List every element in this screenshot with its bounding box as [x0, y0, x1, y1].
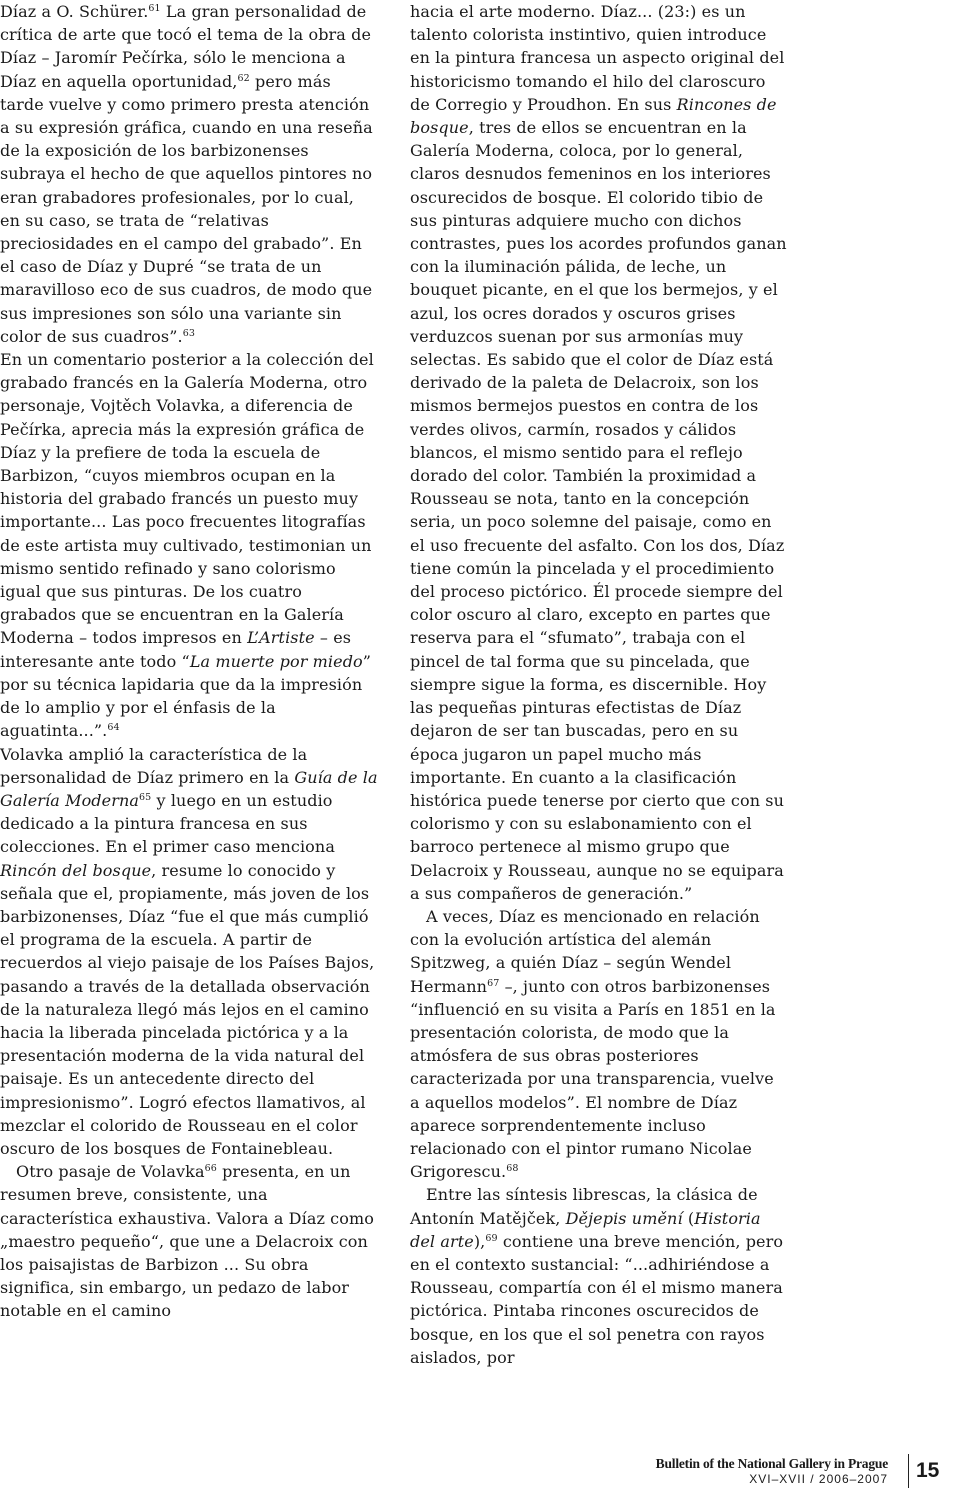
volume-line: XVI–XVII / 2006–2007	[749, 1472, 888, 1486]
italic-title: Dějepis umění	[565, 1208, 683, 1228]
paragraph-left-1	[0, 0, 378, 348]
italic-title: Rincón del bosque	[0, 860, 152, 880]
text-run: , resume lo conocido y señala que el, propiamente, más joven de los barbizonenses, Díaz “fue el que más cumplió el programa de la escuela. A partir de recuerdos al viejo paisaje de los Países Bajos, pasando a través de la detallada observación de la naturaleza llegó más lejos en el camino hacia la liberada pincelada pictórica y a la presentación moderna de la vida natural del paisaje. Es un antecedente directo del impresionismo”. Logró efectos llamativos, al mezclar el colorido de Rousseau en el color oscuro de los bosques de Fontainebleau.	[0, 860, 375, 1158]
text-run: presenta, en un resumen breve, consistente, una característica exhaustiva. Valora a Díaz como „maestro pequeño“, que une a Delacroix con los paisajistas de Barbizon ... Su obra significa, sin embargo, un pedazo de labor notable en el camino	[0, 1162, 374, 1321]
footnote-ref-65[interactable]: 65	[139, 791, 152, 803]
page-footer	[640, 1444, 950, 1490]
page-number: 15	[916, 1459, 940, 1482]
paragraph-right-3	[410, 1183, 788, 1369]
italic-title: Guía de la Galería Moderna	[0, 767, 378, 810]
text-run: y luego en un estudio dedicado a la pintura francesa en sus colecciones. En el primer caso menciona	[0, 790, 335, 857]
paragraph-right-2	[410, 905, 788, 1183]
left-column	[0, 0, 378, 1323]
italic-title: L’Artiste	[247, 628, 315, 648]
paragraph-left-2	[0, 348, 378, 742]
text-run: –, junto con otros barbizonenses “influenció en su visita a París en 1851 en la presentación colorista, de modo que la atmósfera de sus obras posteriores caracterizada por una transparencia, vuelve a aquellos modelos”. El nombre de Díaz aparece sorprendentemente incluso relacionado con el pintor rumano Nicolae Grigorescu.	[410, 976, 776, 1182]
text-run: La gran personalidad de crítica de arte que tocó el tema de la obra de Díaz – Jaromír Pečírka, sólo le menciona a Díaz en aquella oportunidad,	[0, 2, 372, 91]
text-run: – es interesante ante todo “	[0, 628, 352, 671]
italic-title: La muerte por miedo	[189, 651, 363, 671]
footnote-ref-63[interactable]: 63	[182, 327, 195, 339]
text-run: contiene una breve mención, pero en el contexto sustancial: “...adhiriéndose a Rousseau, compartía con él el mismo manera pictórica. Pintaba rincones oscurecidos de bosque, en los que el sol penetra con rayos aislados, por	[410, 1231, 784, 1367]
journal-title: Bulletin of the National Gallery in Prague	[655, 1456, 888, 1471]
footnote-ref-61[interactable]: 61	[148, 3, 161, 14]
text-run: hacia el arte moderno. Díaz... (23:) es un talento colorista instintivo, quien introduce en la pintura francesa un aspecto original del historicismo tomando el hilo del claroscuro de Corregio y Proudhon. En sus	[410, 2, 785, 114]
text-run: A veces, Díaz es mencionado en relación con la evolución artística del alemán Spitzweg, a quién Díaz – según Wendel Hermann	[410, 906, 760, 996]
footnote-ref-68[interactable]: 68	[506, 1163, 519, 1175]
text-run: Volavka amplió la característica de la personalidad de Díaz primero en la	[0, 744, 308, 787]
text-run: Otro pasaje de Volavka	[16, 1162, 205, 1182]
right-column	[410, 0, 788, 1369]
text-run: , tres de ellos se encuentran en la Galería Moderna, coloca, por lo general, claros desnudos femeninos en los interiores oscurecidos de bosque. El colorido tibio de sus pinturas adquiere mucho con dichos contrastes, pues los acordes profundos ganan con la iluminación pálida, de leche, un bouquet picante, en el que los bermejos, y el azul, los ocres dorados y oscuros grises verduzcos suenan por sus armonías muy selectas. Es sabido que el color de Díaz está derivado de la paleta de Delacroix, son los mismos bermejos puestos en contra de los verdes olivos, carmín, rosados y cálidos blancos, el mismo sentido para el reflejo dorado del color. También la proximidad a Rousseau se nota, tanto en la concepción seria, un poco solemne del paisaje, como en el uso frecuente del asfalto. Con los dos, Díaz tiene común la pincelada y el procedimiento del proceso pictórico. Él procede siempre del color oscuro al claro, excepto en partes que reserva para el “sfumato”, trabaja con el pincel de tal forma que su pincelada, que siempre sigue la forma, es discernible. Hoy las pequeñas pinturas efectistas de Díaz dejaron de ser tan buscadas, pero en su época jugaron un papel mucho más importante. En cuanto a la clasificación histórica puede tenerse por cierto que con su colorismo y con su eslabonamiento con el barroco pertenece al mismo grupo que Delacroix y Rousseau, aunque no se equipara a sus compañeros de generación.”	[410, 118, 787, 903]
text-run: Entre las síntesis librescas, la clásica de Antonín Matějček,	[410, 1185, 758, 1228]
paragraph-right-1	[410, 0, 788, 905]
footnote-ref-62[interactable]: 62	[237, 72, 250, 84]
paragraph-left-3	[0, 743, 378, 1161]
paragraph-left-4	[0, 1160, 378, 1322]
footnote-ref-67[interactable]: 67	[487, 977, 500, 989]
text-run: En un comentario posterior a la colección del grabado francés en la Galería Moderna, otro personaje, Vojtěch Volavka, a diferencia de Pečírka, aprecia más la expresión gráfica de Díaz y la prefiere de toda la escuela de Barbizon, “cuyos miembros ocupan en la historia del grabado francés un puesto muy importante... Las poco frecuentes litografías de este artista muy cultivado, testimonian un mismo sentido refinado y sano colorismo igual que sus pinturas. De los cuatro grabados que se encuentran en la Galería Moderna – todos impresos en	[0, 350, 374, 648]
footnote-ref-64[interactable]: 64	[107, 722, 120, 734]
text-run: Díaz a O. Schürer.	[0, 2, 149, 21]
text-run: ” por su técnica lapidaria que da la impresión de lo amplio y por el énfasis de la aguatinta...”.	[0, 651, 372, 741]
italic-title: Rincones de bosque	[410, 94, 777, 138]
text-run: ),	[473, 1231, 486, 1251]
text-run: (	[682, 1208, 695, 1228]
footnote-ref-66[interactable]: 66	[204, 1163, 217, 1175]
italic-title: Historia del arte	[410, 1208, 761, 1251]
footnote-ref-69[interactable]: 69	[485, 1232, 498, 1244]
footer-divider	[908, 1454, 909, 1488]
text-run: pero más tarde vuelve y como primero presta atención a su expresión gráfica, cuando en una reseña de la exposición de los barbizonenses subraya el hecho de que aquellos pintores no eran grabadores profesionales, por lo cual, en su caso, se trata de “relativas preciosidades en el campo del grabado”. En el caso de Díaz y Dupré “se trata de un maravilloso eco de sus cuadros, de modo que sus impresiones son sólo una variante sin color de sus cuadros”.	[0, 71, 373, 346]
